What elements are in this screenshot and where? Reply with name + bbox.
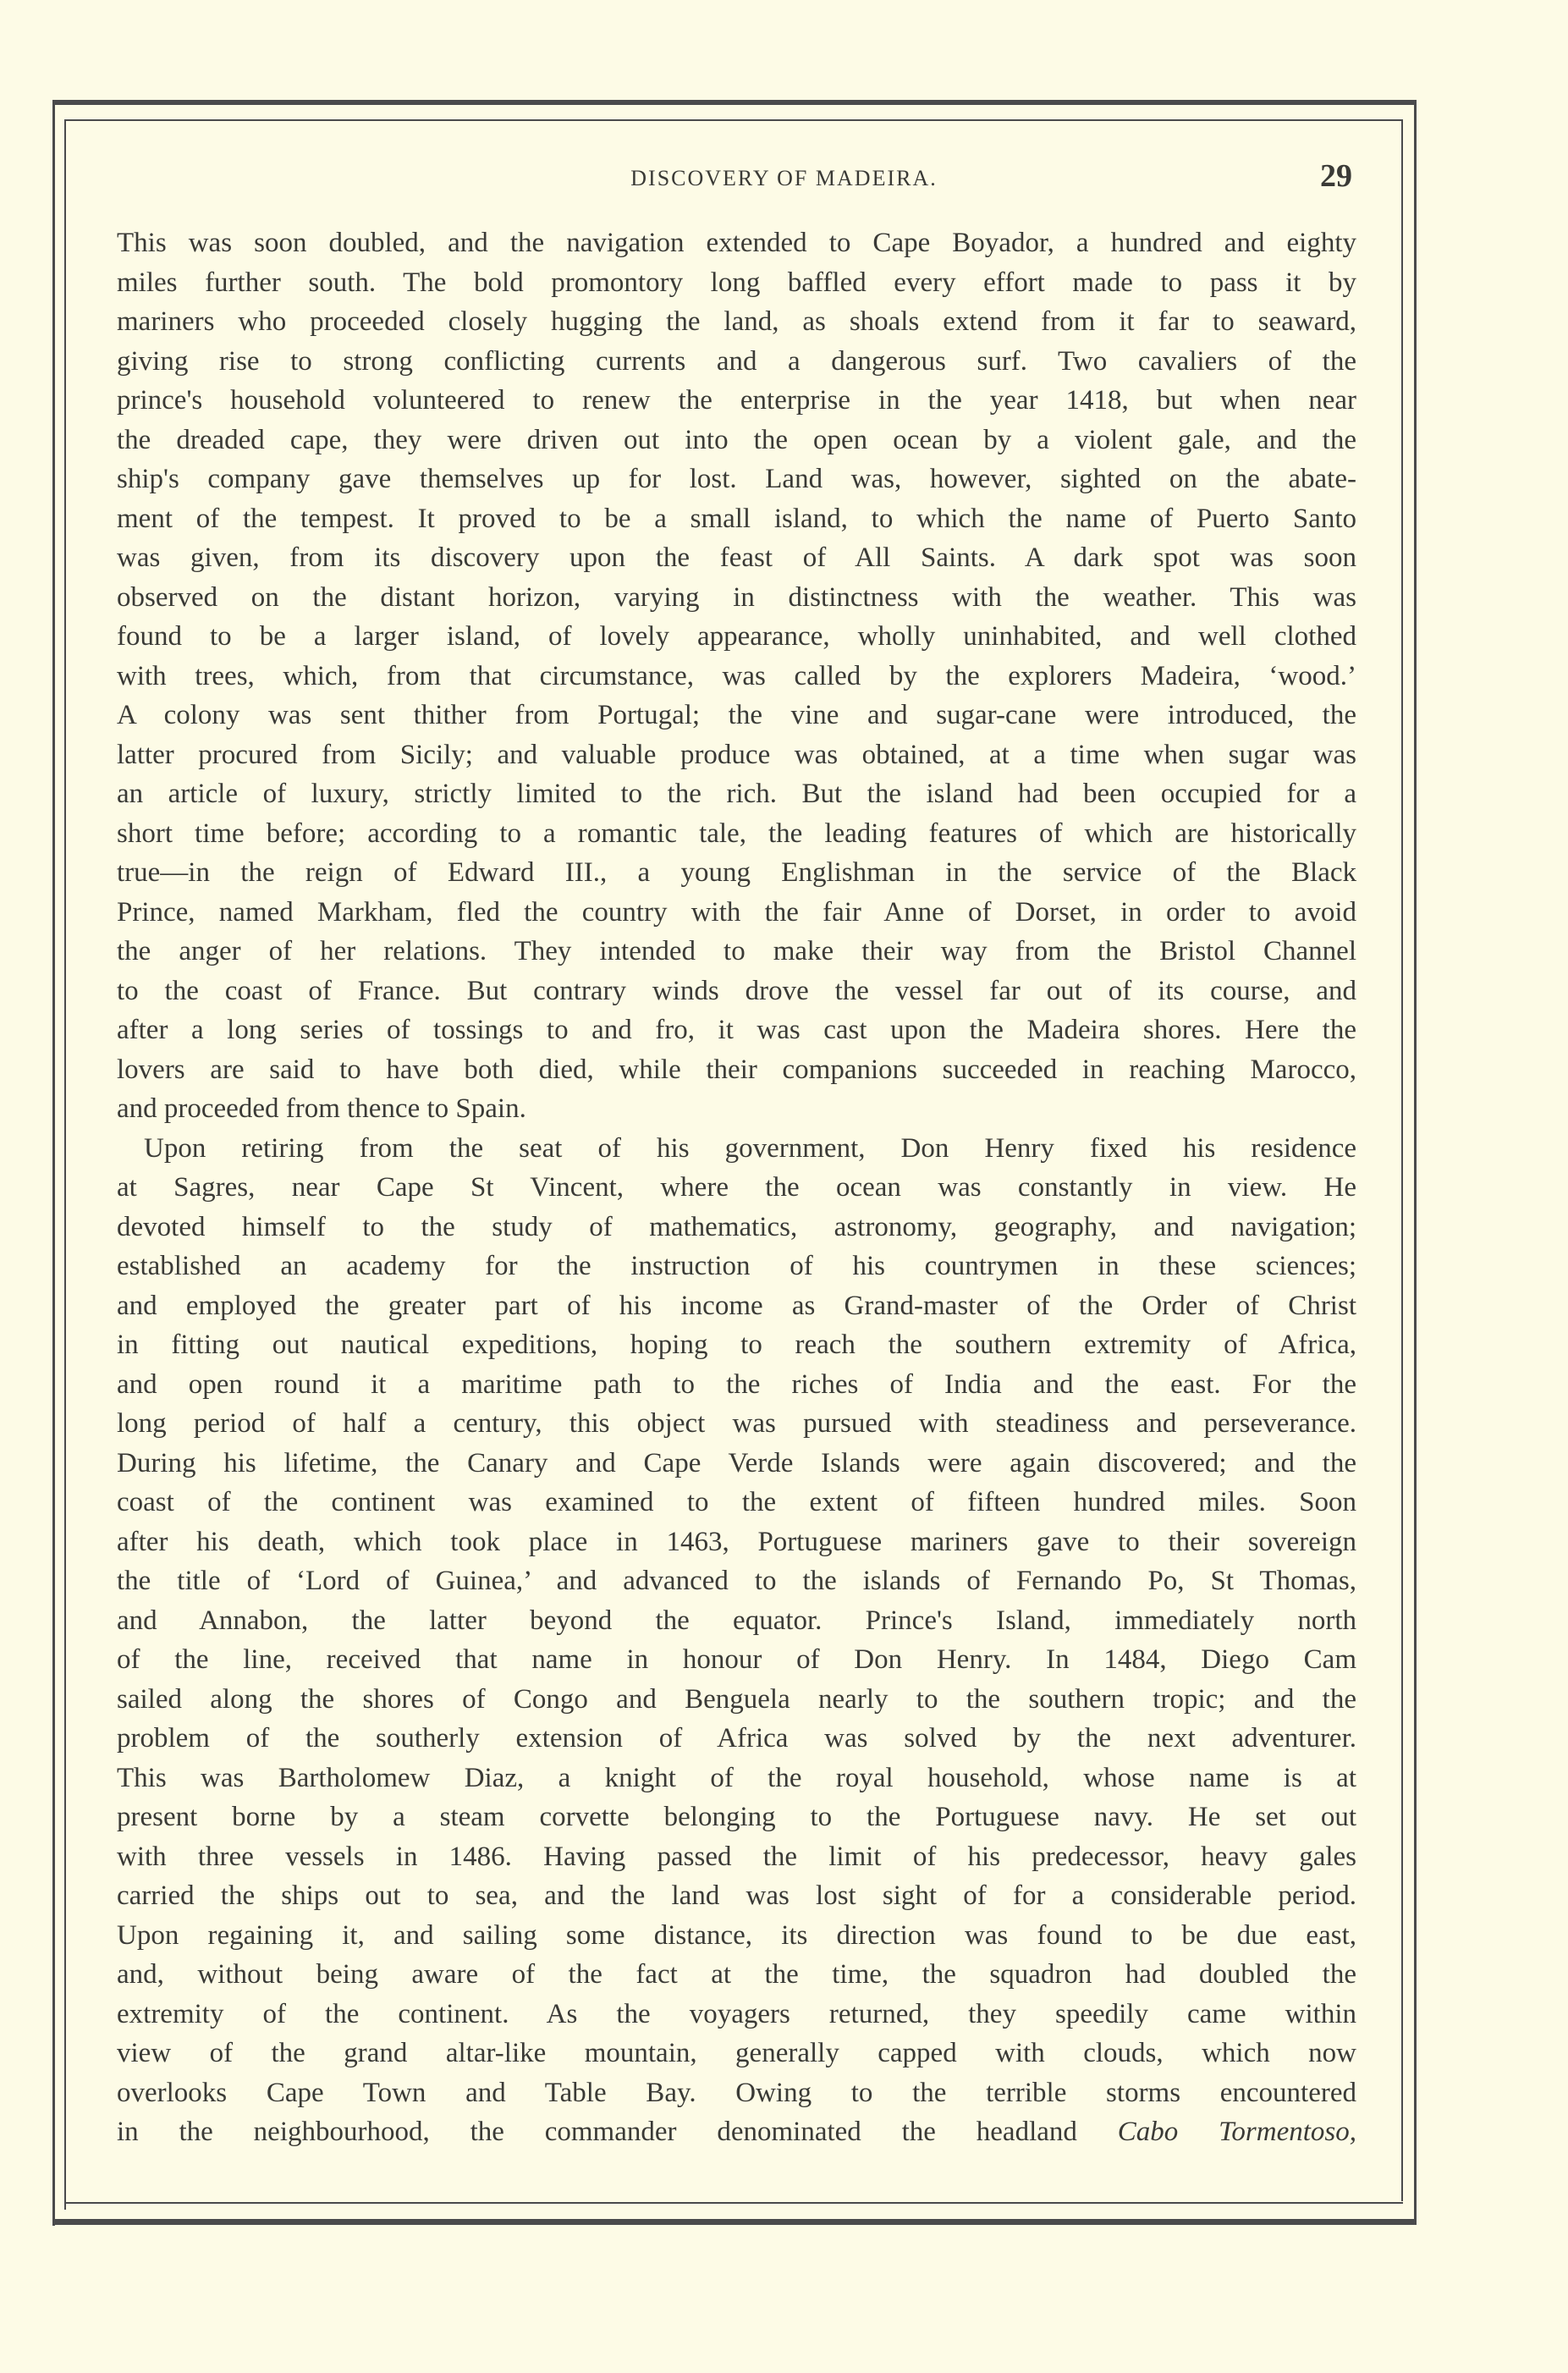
text-line: [117, 1601, 1356, 1641]
italic-term: Cabo Tormentoso,: [1117, 2117, 1356, 2147]
text-line: [117, 1876, 1356, 1916]
text-line-content: view of the grand altar-like mountain, generally capped with clouds, which now: [117, 2038, 1356, 2068]
text-line-content: coast of the continent was examined to the extent of fifteen hundred miles. Soon: [117, 1487, 1356, 1517]
text-line-content: overlooks Cape Town and Table Bay. Owing to the terrible storms encountered: [117, 2077, 1356, 2108]
text-line-content: and employed the greater part of his income as Grand-master of the Order of Christ: [117, 1290, 1356, 1321]
text-line-content: giving rise to strong conflicting currents and a dangerous surf. Two cavaliers of the: [117, 345, 1356, 377]
outer-border-bottom: [52, 2219, 1417, 2225]
text-line: [117, 342, 1356, 382]
text-line-content: an article of luxury, strictly limited to the rich. But the island had been occupied for a: [117, 779, 1356, 809]
text-line-content: prince's household volunteered to renew the enterprise in the year 1418, but when near: [117, 385, 1356, 416]
outer-border-right: [1414, 100, 1417, 2222]
text-line: [117, 499, 1356, 539]
text-line-content: sailed along the shores of Congo and Benguela nearly to the southern tropic; and the: [117, 1683, 1356, 1715]
text-line: [117, 302, 1356, 342]
text-line: [117, 1680, 1356, 1720]
text-line-content: short time before; according to a romantic tale, the leading features of which are historically: [117, 818, 1356, 849]
text-line-content: and, without being aware of the fact at the time, the squadron had doubled the: [117, 1959, 1356, 1990]
text-line: [117, 1444, 1356, 1484]
text-line-content: This was soon doubled, and the navigation extended to Cape Boyador, a hundred and eighty: [117, 228, 1356, 258]
text-line: [117, 657, 1356, 696]
text-line-content: at Sagres, near Cape St Vincent, where the ocean was constantly in view. He: [117, 1172, 1356, 1203]
text-line: [117, 223, 1356, 263]
outer-border-top: [54, 100, 1417, 105]
text-line-content: in fitting out nautical expeditions, hoping to reach the southern extremity of Africa,: [117, 1330, 1356, 1360]
text-line: [117, 1286, 1356, 1326]
text-line-content: mariners who proceeded closely hugging the land, as shoals extend from it far to seaward,: [117, 306, 1356, 337]
text-line-content: after a long series of tossings to and fro, it was cast upon the Madeira shores. Here the: [117, 1015, 1356, 1045]
text-line-content: and proceeded from thence to Spain.: [117, 1093, 526, 1124]
page-number: 29: [1320, 158, 1352, 194]
text-line: [117, 1247, 1356, 1286]
text-line: [117, 1010, 1356, 1050]
text-line-content: problem of the southerly extension of Africa was solved by the next adventurer.: [117, 1723, 1356, 1754]
text-line: [117, 1208, 1356, 1247]
text-line-content: to the coast of France. But contrary winds drove the vessel far out of its course, and: [117, 975, 1356, 1006]
running-head: DISCOVERY OF MADEIRA.: [630, 166, 938, 190]
inner-border-top: [66, 119, 1403, 121]
text-line-content: the dreaded cape, they were driven out into the open ocean by a violent gale, and the: [117, 424, 1356, 455]
text-line: [117, 1759, 1356, 1798]
text-line: [117, 263, 1356, 303]
text-line: [117, 1129, 1356, 1169]
text-line-content: A colony was sent thither from Portugal; the vine and sugar-cane were introduced, the: [117, 700, 1356, 730]
text-line: [117, 774, 1356, 814]
text-line: [117, 1483, 1356, 1522]
text-line-content: the title of ‘Lord of Guinea,’ and advanced to the islands of Fernando Po, St Thomas,: [117, 1566, 1356, 1596]
text-line-content: in the neighbourhood, the commander denominated the headland: [117, 2117, 1077, 2147]
text-line-content: Upon regaining it, and sailing some distance, its direction was found to be due east,: [117, 1919, 1356, 1951]
text-line-content: was given, from its discovery upon the feast of All Saints. A dark spot was soon: [117, 542, 1356, 573]
text-line: [117, 735, 1356, 775]
text-line-content: This was Bartholomew Diaz, a knight of the royal household, whose name is at: [117, 1762, 1356, 1793]
text-line: [117, 1995, 1356, 2034]
text-line-content: devoted himself to the study of mathematics, astronomy, geography, and navigation;: [117, 1211, 1356, 1242]
text-line: [117, 853, 1356, 893]
text-line-content: the anger of her relations. They intended to make their way from the Bristol Channel: [117, 936, 1356, 966]
text-line: [117, 1916, 1356, 1956]
text-line: [117, 460, 1356, 499]
text-line: [117, 1640, 1356, 1680]
text-line: [117, 1089, 1356, 1129]
text-line: [117, 932, 1356, 972]
text-line-content: present borne by a steam corvette belonging to the Portuguese navy. He set out: [117, 1802, 1356, 1832]
text-line: [117, 1365, 1356, 1405]
text-line-content: ment of the tempest. It proved to be a small island, to which the name of Puerto Santo: [117, 503, 1356, 534]
text-line: [117, 972, 1356, 1011]
text-line-content: Prince, named Markham, fled the country with the fair Anne of Dorset, in order to avoid: [117, 896, 1356, 928]
text-line-content: miles further south. The bold promontory long baffled every effort made to pass it by: [117, 267, 1356, 298]
text-line-content: established an academy for the instruction of his countrymen in these sciences;: [117, 1251, 1356, 1281]
text-line: [117, 1050, 1356, 1090]
text-line: [117, 1955, 1356, 1995]
text-line-content: ship's company gave themselves up for lost. Land was, however, sighted on the abate-: [117, 464, 1356, 494]
text-line-content: with three vessels in 1486. Having passed the limit of his predecessor, heavy gales: [117, 1841, 1356, 1872]
text-line-content: lovers are said to have both died, while their companions succeeded in reaching Marocco,: [117, 1054, 1356, 1085]
body-text: [117, 223, 1356, 2152]
text-line-content: found to be a larger island, of lovely appearance, wholly uninhabited, and well clothed: [117, 621, 1356, 652]
text-line-content: after his death, which took place in 1463, Portuguese mariners gave to their sovereign: [117, 1526, 1356, 1557]
text-line: [117, 381, 1356, 421]
text-line: [117, 1837, 1356, 1877]
text-line-content: long period of half a century, this object was pursued with steadiness and perseverance.: [117, 1408, 1356, 1439]
text-line-content: extremity of the continent. As the voyagers returned, they speedily came within: [117, 1998, 1356, 2029]
text-line: [117, 696, 1356, 735]
text-line: [117, 1168, 1356, 1208]
text-line-content: true—in the reign of Edward III., a young Englishman in the service of the Black: [117, 857, 1356, 888]
text-line-content: and Annabon, the latter beyond the equator. Prince's Island, immediately north: [117, 1605, 1356, 1636]
text-line: [117, 421, 1356, 460]
text-line: [117, 538, 1356, 578]
text-line: [117, 893, 1356, 933]
text-line: [117, 1404, 1356, 1444]
text-line: [117, 1522, 1356, 1562]
inner-border-right: [1401, 119, 1403, 2201]
text-line-content: with trees, which, from that circumstance, was called by the explorers Madeira, ‘wood.’: [117, 660, 1356, 691]
text-line: [117, 1325, 1356, 1365]
text-line: [117, 617, 1356, 657]
text-line: [117, 2073, 1356, 2113]
text-line: [117, 2112, 1356, 2152]
text-line: [117, 1719, 1356, 1759]
text-line-content: carried the ships out to sea, and the land was lost sight of for a considerable period.: [117, 1880, 1356, 1911]
text-line: [117, 814, 1356, 854]
text-line: [117, 2034, 1356, 2073]
text-line-content: latter procured from Sicily; and valuable produce was obtained, at a time when sugar was: [117, 739, 1356, 770]
inner-border-left: [64, 119, 66, 2210]
text-line: [117, 1561, 1356, 1601]
text-line-content: and open round it a maritime path to the riches of India and the east. For the: [117, 1368, 1356, 1400]
text-line: [117, 578, 1356, 618]
text-line: [117, 1798, 1356, 1837]
text-line-content: observed on the distant horizon, varying in distinctness with the weather. This was: [117, 581, 1356, 613]
text-line-content: Upon retiring from the seat of his government, Don Henry fixed his residence: [144, 1132, 1356, 1164]
text-line-content: of the line, received that name in honour of Don Henry. In 1484, Diego Cam: [117, 1644, 1356, 1675]
outer-border-left: [52, 100, 55, 2226]
inner-border-bottom: [64, 2202, 1403, 2204]
text-line-content: During his lifetime, the Canary and Cape Verde Islands were again discovered; and the: [117, 1447, 1356, 1478]
